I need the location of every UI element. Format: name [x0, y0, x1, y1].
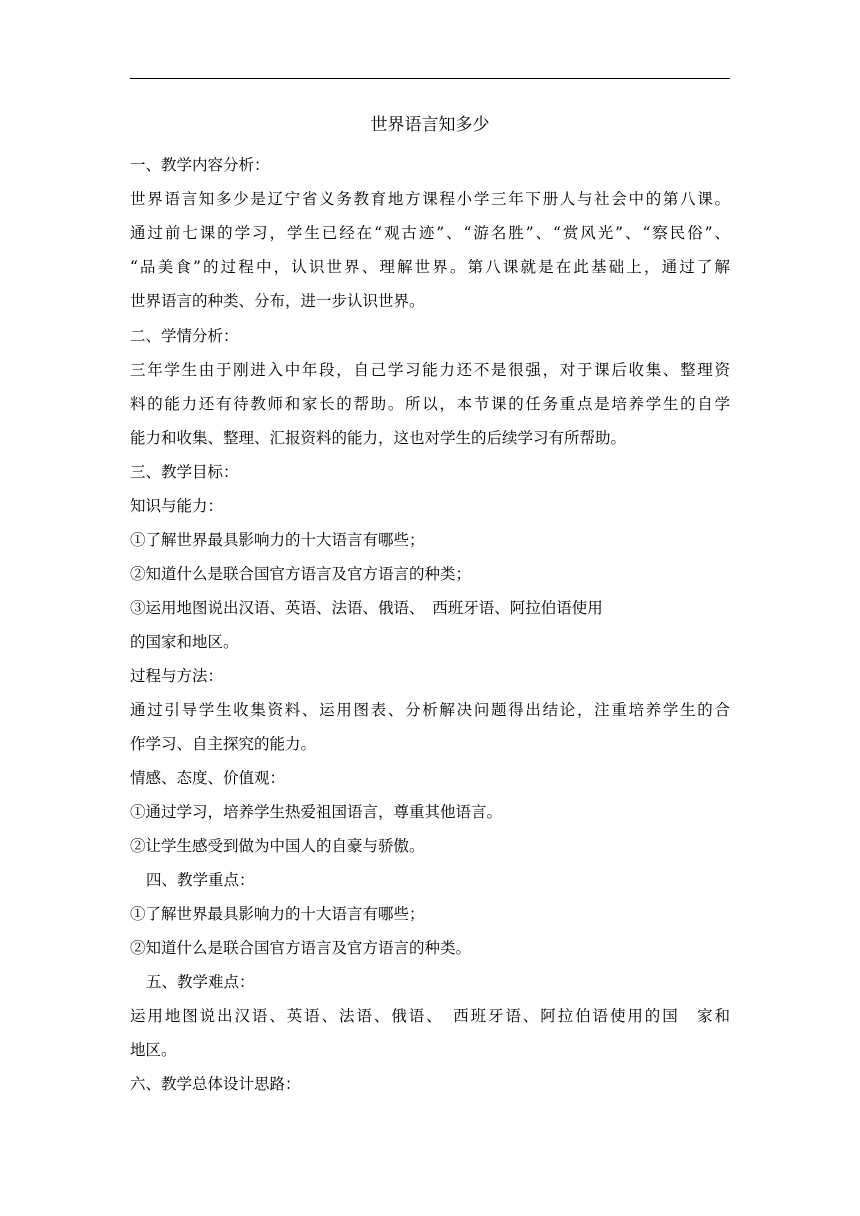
header-rule	[130, 78, 730, 79]
section-heading-content-analysis: 一、教学内容分析：	[130, 156, 270, 174]
paragraph-line: 世界语言的种类、分布，进一步认识世界。	[130, 292, 425, 310]
paragraph-line: 能力和收集、整理、汇报资料的能力，这也对学生的后续学习有所帮助。	[130, 429, 627, 447]
section-heading-student-analysis: 二、学情分析：	[130, 327, 239, 345]
document-title: 世界语言知多少	[370, 115, 490, 135]
list-item: ①了解世界最具影响力的十大语言有哪些；	[130, 905, 425, 923]
paragraph-line: 世界语言知多少是辽宁省义务教育地方课程小学三年下册人与社会中的第八课。	[130, 190, 730, 208]
paragraph-line: 作学习、自主探究的能力。	[130, 735, 317, 753]
subheading-emotion-values: 情感、态度、价值观：	[130, 769, 286, 787]
list-item: ②知道什么是联合国官方语言及官方语言的种类。	[130, 939, 472, 957]
list-item-continuation: 的国家和地区。	[130, 633, 239, 651]
list-item: ①通过学习，培养学生热爱祖国语言，尊重其他语言。	[130, 803, 503, 821]
list-item: ③运用地图说出汉语、英语、法语、俄语、 西班牙语、阿拉伯语使用	[130, 599, 603, 617]
list-item: ②知道什么是联合国官方语言及官方语言的种类；	[130, 565, 472, 583]
paragraph-line: “品美食”的过程中，认识世界、理解世界。第八课就是在此基础上，通过了解	[130, 258, 730, 276]
paragraph-line: 料的能力还有待教师和家长的帮助。所以，本节课的任务重点是培养学生的自学	[130, 395, 730, 413]
subheading-knowledge-ability: 知识与能力：	[130, 497, 224, 515]
list-item: ①了解世界最具影响力的十大语言有哪些；	[130, 531, 425, 549]
section-heading-design-ideas: 六、教学总体设计思路：	[130, 1075, 301, 1093]
paragraph-line: 运用地图说出汉语、英语、法语、俄语、 西班牙语、阿拉伯语使用的国 家和	[130, 1007, 730, 1025]
paragraph-line: 通过引导学生收集资料、运用图表、分析解决问题得出结论，注重培养学生的合	[130, 701, 730, 719]
paragraph-line: 通过前七课的学习，学生已经在“观古迹”、“游名胜”、“赏风光”、“察民俗”、	[130, 224, 730, 242]
list-item: ②让学生感受到做为中国人的自豪与骄傲。	[130, 837, 425, 855]
section-heading-difficult-points: 五、教学难点：	[146, 973, 255, 991]
subheading-process-method: 过程与方法：	[130, 667, 224, 685]
paragraph-line: 三年学生由于刚进入中年段，自己学习能力还不是很强，对于课后收集、整理资	[130, 361, 730, 379]
section-heading-teaching-goals: 三、教学目标：	[130, 463, 239, 481]
section-heading-key-points: 四、教学重点：	[146, 871, 255, 889]
paragraph-line: 地区。	[130, 1041, 177, 1059]
